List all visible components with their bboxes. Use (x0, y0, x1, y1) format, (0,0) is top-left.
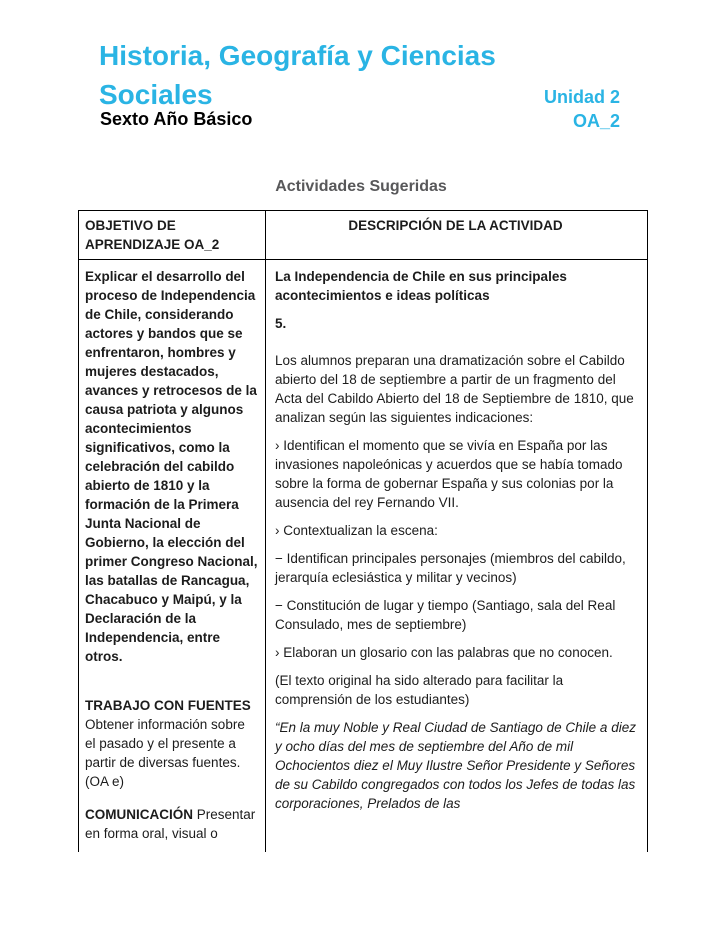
activity-paragraph-3: › Contextualizan la escena: (275, 523, 438, 538)
page-title: Actividades Sugeridas (275, 178, 447, 195)
comunicacion-text: Presentar en forma oral, visual o (85, 807, 256, 841)
unit-label: Unidad 2 (543, 87, 620, 107)
comunicacion-title: COMUNICACIÓN (85, 807, 193, 822)
activity-paragraph-1: Los alumnos preparan una dramatización sobre el Cabildo abierto del 18 de septiembre a partir de un fragmento del Acta del Cabildo Abierto del 18 de Septiembre de 1810, que analizan según las siguientes indicaciones: (275, 353, 634, 425)
comunicacion-block (85, 805, 259, 843)
activity-cell (266, 260, 647, 852)
grade-subtitle: Sexto Año Básico (100, 109, 253, 129)
activity-paragraph-5: − Constitución de lugar y tiempo (Santiago, sala del Real Consulado, mes de septiembre) (275, 598, 616, 632)
objective-cell (79, 260, 266, 852)
table-header-row (79, 211, 647, 260)
table-body-row (79, 260, 647, 852)
activity-paragraph-2: › Identifican el momento que se vivía en España por las invasiones napoleónicas y acuerdos que se había tomado sobre la forma de gobernar España y sus colonias por la ausencia del rey Fernando VII. (275, 438, 623, 510)
activity-paragraph-7: (El texto original ha sido alterado para facilitar la comprensión de los estudiantes) (275, 673, 564, 707)
objective-text: Explicar el desarrollo del proceso de Independencia de Chile, considerando actores y bandos que se enfrentaron, hombres y mujeres destacados, avances y retrocesos de la causa patriota y algunos acontecimientos significativos, como la celebración del cabildo abierto de 1810 y la formación de la Primera Junta Nacional de Gobierno, la elección del primer Congreso Nacional, las batallas de Rancagua, Chacabuco y Maipú, y la Declaración de la Independencia, entre otros. (85, 269, 258, 664)
column-header-objective: OBJETIVO DE APRENDIZAJE OA_2 (79, 211, 266, 259)
course-title: Historia, Geografía y Ciencias Sociales (99, 40, 496, 110)
fuentes-text: Obtener información sobre el pasado y el presente a partir de diversas fuentes. (OA e) (85, 717, 245, 789)
activity-number: 5. (275, 316, 287, 331)
fuentes-title: TRABAJO CON FUENTES (85, 698, 251, 713)
activities-table (78, 210, 648, 852)
column-header-activity: DESCRIPCIÓN DE LA ACTIVIDAD (348, 218, 563, 233)
activity-paragraph-4: − Identifican principales personajes (miembros del cabildo, jerarquía eclesiástica y militar y vecinos) (275, 551, 626, 585)
activity-quote: “En la muy Noble y Real Ciudad de Santiago de Chile a diez y ocho días del mes de septiembre del Año de mil Ochocientos diez el Muy Ilustre Señor Presidente y Señores de su Cabildo congregados con todos los Jefes de todas las corporaciones, Prelados de las (275, 720, 636, 811)
activity-paragraph-6: › Elaboran un glosario con las palabras que no conocen. (275, 645, 613, 660)
oa-label: OA_2 (572, 111, 620, 131)
activity-title: La Independencia de Chile en sus principales acontecimientos e ideas políticas (275, 269, 567, 303)
